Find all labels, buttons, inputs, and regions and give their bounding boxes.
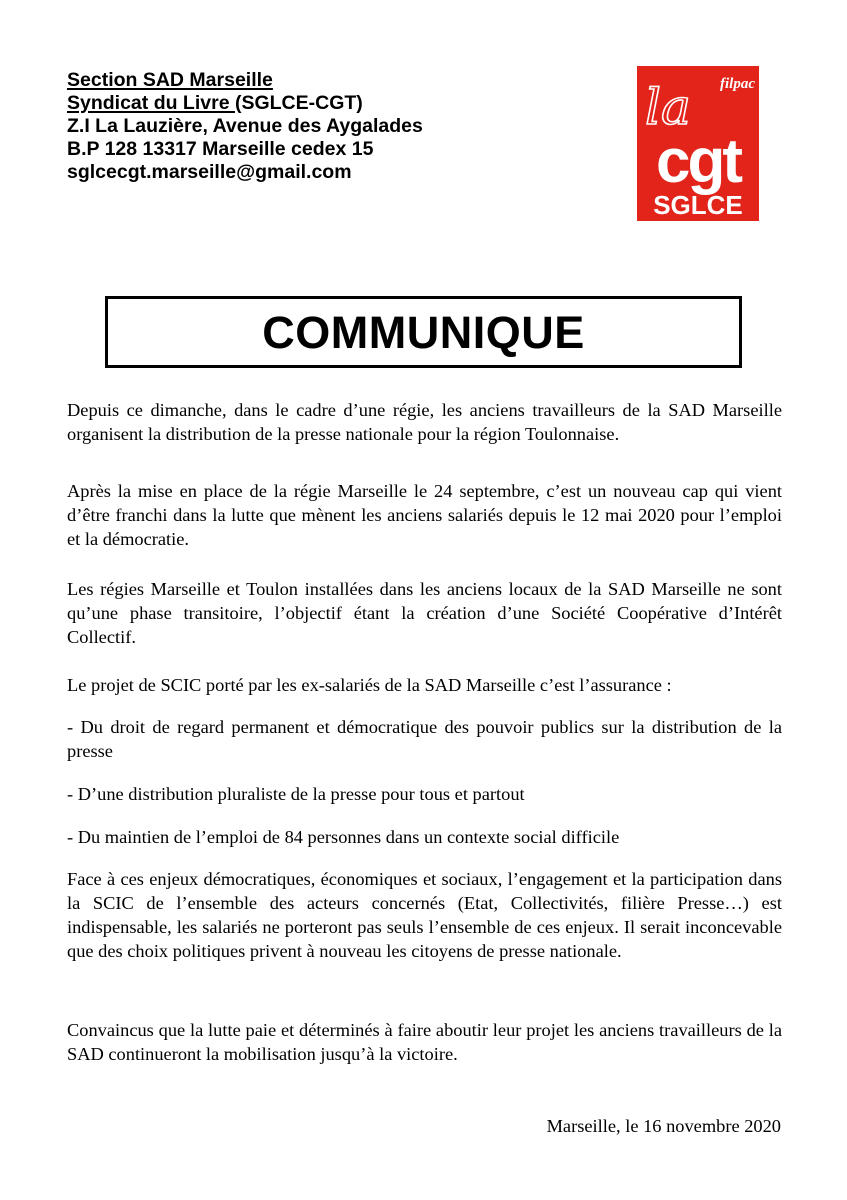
union-name-underlined: Syndicat du Livre — [67, 92, 235, 114]
cgt-sglce-logo — [637, 66, 759, 221]
logo-la-script: la — [645, 78, 691, 136]
date-signature: Marseille, le 16 novembre 2020 — [546, 1116, 781, 1136]
logo-sglce-text: SGLCE — [653, 190, 743, 220]
paragraph-regie-marseille: Après la mise en place de la régie Marseille le 24 septembre, c’est un nouveau cap qui vient d’être franchi dans la lutte que mènent les anciens salariés depuis le 12 mai 2020 pour l’emploi et la démocratie. — [67, 481, 782, 549]
logo-cgt-text: cgt — [656, 127, 740, 196]
paragraph-enjeux: Face à ces enjeux démocratiques, économiques et sociaux, l’engagement et la participation dans la SCIC de l’ensemble des acteurs concernés (Etat, Collectivités, filière Presse…) est indispensable, les salariés ne porteront pas seuls l’ensemble de ces enjeux. Il serait inconcevable que des choix politiques privent à nouveau les citoyens de presse nationale. — [67, 869, 782, 961]
sender-address-block — [67, 69, 423, 184]
postal-address: B.P 128 13317 Marseille cedex 15 — [67, 138, 374, 160]
paragraph-intro: Depuis ce dimanche, dans le cadre d’une régie, les anciens travailleurs de la SAD Marseille organisent la distribution de la presse nationale pour la région Toulonnaise. — [67, 400, 782, 444]
union-name — [67, 92, 423, 115]
logo-graphic — [637, 66, 759, 221]
logo-filpac-text: filpac — [720, 76, 755, 92]
paragraph-scic-assurance: Le projet de SCIC porté par les ex-salariés de la SAD Marseille c’est l’assurance : — [67, 675, 672, 695]
paragraph-conclusion: Convaincus que la lutte paie et déterminés à faire aboutir leur projet les anciens travailleurs de la SAD continueront la mobilisation jusqu’à la victoire. — [67, 1020, 782, 1064]
street-address: Z.I La Lauzière, Avenue des Aygalades — [67, 115, 423, 137]
union-acronym: (SGLCE-CGT) — [234, 92, 363, 114]
bullet-maintien-emploi: - Du maintien de l’emploi de 84 personnes dans un contexte social difficile — [67, 827, 620, 847]
email-address: sglcecgt.marseille@gmail.com — [67, 161, 352, 183]
bullet-droit-de-regard: - Du droit de regard permanent et démocratique des pouvoir publics sur la distribution de la presse — [67, 717, 782, 761]
bullet-distribution-pluraliste: - D’une distribution pluraliste de la presse pour tous et partout — [67, 784, 525, 804]
document-title: COMMUNIQUE — [262, 306, 585, 358]
paragraph-regies-transitoire: Les régies Marseille et Toulon installées dans les anciens locaux de la SAD Marseille ne sont qu’une phase transitoire, l’objectif étant la création d’une Société Coopérative d’Intérêt Collectif. — [67, 579, 782, 647]
communique-title-box — [105, 296, 742, 368]
section-name: Section SAD Marseille — [67, 69, 273, 91]
